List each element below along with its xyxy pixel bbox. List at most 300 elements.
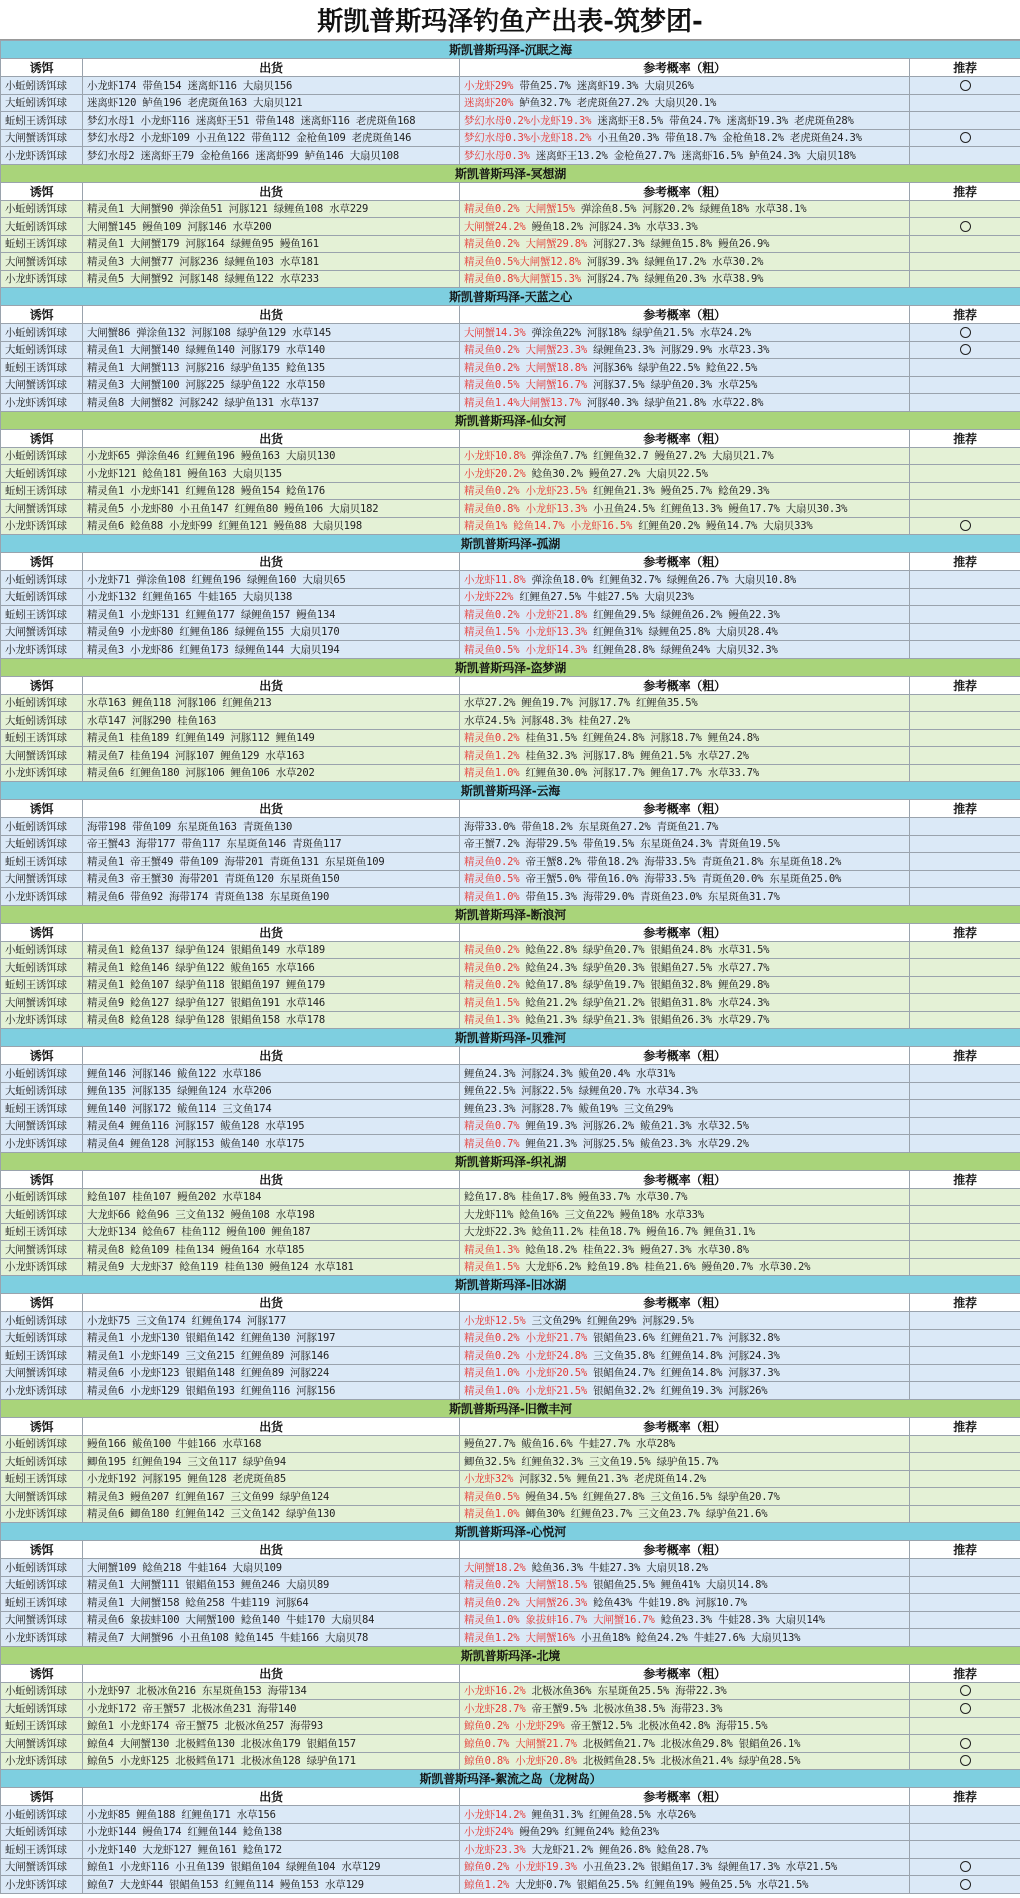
column-headers	[1, 1417, 1020, 1435]
rate-highlight: 精灵鱼0.2% 大闸蟹15%	[464, 203, 575, 216]
rate-cell	[460, 94, 910, 112]
bait-cell: 小蚯蚓诱饵球	[1, 77, 83, 95]
header-output: 出货	[83, 1170, 460, 1188]
rate-cell	[460, 1364, 910, 1382]
rate-text: 北极鳕鱼28.5% 北极冰鱼21.4% 绿驴鱼28.5%	[576, 1755, 801, 1768]
rate-highlight: 精灵鱼1% 鲶鱼14.7% 小龙虾16.5%	[464, 520, 633, 533]
table-row	[1, 324, 1020, 342]
bait-cell: 蚯蚓王诱饵球	[1, 235, 83, 253]
header-output: 出货	[83, 306, 460, 324]
table-row	[1, 1735, 1020, 1753]
output-cell: 精灵鱼7 大闸蟹96 小丑鱼108 鲶鱼145 牛蛙166 大扇贝78	[83, 1629, 460, 1647]
rate-cell	[460, 253, 910, 271]
rate-text: 弹涂鱼22% 河豚18% 绿驴鱼21.5% 水草24.2%	[525, 326, 751, 339]
header-recommend: 推荐	[910, 923, 1020, 941]
header-bait: 诱饵	[1, 59, 83, 77]
section-title: 斯凯普斯玛泽-旧冰湖	[1, 1276, 1020, 1294]
table-row	[1, 359, 1020, 377]
rate-highlight: 精灵鱼1.2%	[464, 749, 520, 762]
table-row	[1, 1065, 1020, 1083]
rate-text: 河豚32.5% 鲤鱼21.3% 老虎斑鱼14.2%	[513, 1473, 706, 1486]
recommend-cell	[910, 764, 1020, 782]
rate-highlight: 精灵鱼1.3%	[464, 1014, 520, 1027]
output-cell: 精灵鱼5 小龙虾80 小丑鱼147 红鲤鱼80 鳗鱼106 大扇贝182	[83, 500, 460, 518]
bait-cell: 小蚯蚓诱饵球	[1, 1065, 83, 1083]
output-cell: 精灵鱼8 大闸蟹82 河豚242 绿驴鱼131 水草137	[83, 394, 460, 412]
rate-cell	[460, 1576, 910, 1594]
output-cell: 精灵鱼1 小龙虾149 三文鱼215 红鲤鱼89 河豚146	[83, 1347, 460, 1365]
recommend-cell	[910, 571, 1020, 589]
bait-cell: 大闸蟹诱饵球	[1, 1241, 83, 1259]
table-row	[1, 853, 1020, 871]
header-recommend: 推荐	[910, 800, 1020, 818]
bait-cell: 大闸蟹诱饵球	[1, 1735, 83, 1753]
recommend-cell	[910, 500, 1020, 518]
bait-cell: 大闸蟹诱饵球	[1, 1611, 83, 1629]
table-row	[1, 712, 1020, 730]
bait-cell: 小蚯蚓诱饵球	[1, 1312, 83, 1330]
bait-cell: 小龙虾诱饵球	[1, 1629, 83, 1647]
recommend-cell	[910, 1188, 1020, 1206]
bait-cell: 大蚯蚓诱饵球	[1, 835, 83, 853]
rate-text: 红鲤鱼31% 绿鲤鱼25.8% 大扇贝28.4%	[587, 626, 778, 639]
output-cell: 鲤鱼140 河豚172 鲅鱼114 三文鱼174	[83, 1100, 460, 1118]
output-cell: 精灵鱼1 小龙虾131 红鲤鱼177 绿鲤鱼157 鳗鱼134	[83, 606, 460, 624]
bait-cell: 小龙虾诱饵球	[1, 1505, 83, 1523]
rate-text: 银鲳鱼32.2% 红鲤鱼19.3% 河豚26%	[587, 1384, 768, 1397]
output-cell: 精灵鱼6 带鱼92 海带174 青斑鱼138 东星斑鱼190	[83, 888, 460, 906]
recommend-cell	[910, 447, 1020, 465]
table-row	[1, 941, 1020, 959]
fishing-output-table	[0, 40, 1020, 1894]
recommend-cell	[910, 235, 1020, 253]
table-row	[1, 1823, 1020, 1841]
recommend-circle-icon	[960, 327, 971, 338]
rate-text: 鲶鱼21.2% 绿驴鱼21.2% 银鲳鱼31.8% 水草24.3%	[519, 996, 770, 1009]
recommend-cell	[910, 112, 1020, 130]
recommend-cell	[910, 623, 1020, 641]
header-recommend: 推荐	[910, 1788, 1020, 1806]
header-rate: 参考概率（粗）	[460, 1294, 910, 1312]
rate-text: 小丑鱼23.2% 银鲳鱼17.3% 绿鲤鱼17.3% 水草21.5%	[576, 1861, 837, 1874]
rate-highlight: 鲸鱼0.8% 小龙虾20.8%	[464, 1755, 577, 1768]
output-cell: 小龙虾172 帝王蟹57 北极冰鱼231 海带140	[83, 1700, 460, 1718]
header-output: 出货	[83, 182, 460, 200]
rate-text: 水草27.2% 鲤鱼19.7% 河豚17.7% 红鲤鱼35.5%	[464, 697, 698, 710]
output-cell: 鲤鱼146 河豚146 鲅鱼122 水草186	[83, 1065, 460, 1083]
rate-cell	[460, 641, 910, 659]
bait-cell: 大蚯蚓诱饵球	[1, 712, 83, 730]
table-row	[1, 1700, 1020, 1718]
column-headers	[1, 676, 1020, 694]
table-row	[1, 1364, 1020, 1382]
section-title: 斯凯普斯玛泽-仙女河	[1, 411, 1020, 429]
table-row	[1, 747, 1020, 765]
rate-highlight: 小龙虾20.2%	[464, 467, 526, 480]
header-recommend: 推荐	[910, 429, 1020, 447]
section-title: 斯凯普斯玛泽-贝雅河	[1, 1029, 1020, 1047]
rate-text: 河豚37.5% 绿驴鱼20.3% 水草25%	[587, 379, 758, 392]
recommend-cell	[910, 1559, 1020, 1577]
rate-text: 北极冰鱼36% 东星斑鱼25.5% 海带22.3%	[525, 1685, 727, 1698]
recommend-cell	[910, 1347, 1020, 1365]
recommend-cell	[910, 1470, 1020, 1488]
header-output: 出货	[83, 923, 460, 941]
rate-cell	[460, 1223, 910, 1241]
table-row	[1, 976, 1020, 994]
bait-cell: 大闸蟹诱饵球	[1, 129, 83, 147]
rate-text: 鲤鱼23.3% 河豚28.7% 鲅鱼19% 三文鱼29%	[464, 1102, 674, 1115]
bait-cell: 大闸蟹诱饵球	[1, 253, 83, 271]
rate-text: 鲶鱼17.8% 桂鱼17.8% 鳗鱼33.7% 水草30.7%	[464, 1191, 688, 1204]
rate-text: 北极鳕鱼21.7% 北极冰鱼29.8% 银鲳鱼26.1%	[576, 1737, 801, 1750]
rate-text: 弹涂鱼7.7% 红鲤鱼32.7 鳗鱼27.2% 大扇贝21.7%	[525, 450, 774, 463]
rate-cell	[460, 1347, 910, 1365]
rate-text: 桂鱼32.3% 河豚17.8% 鲤鱼21.5% 水草27.2%	[519, 749, 749, 762]
table-row	[1, 1858, 1020, 1876]
table-row	[1, 235, 1020, 253]
recommend-circle-icon	[960, 1685, 971, 1696]
rate-text: 大龙虾0.7% 银鲳鱼25.5% 红鲤鱼19% 鳗鱼25.5% 水草21.5%	[509, 1878, 809, 1891]
recommend-cell	[910, 1382, 1020, 1400]
recommend-cell	[910, 1258, 1020, 1276]
bait-cell: 大蚯蚓诱饵球	[1, 1082, 83, 1100]
bait-cell: 大蚯蚓诱饵球	[1, 959, 83, 977]
rate-text: 带鱼15.3% 海带29.0% 青斑鱼23.0% 东星斑鱼31.7%	[519, 890, 780, 903]
rate-highlight: 大闸蟹14.3%	[464, 326, 526, 339]
rate-cell	[460, 747, 910, 765]
rate-text: 鲤鱼22.5% 河豚22.5% 绿鲤鱼20.7% 水草34.3%	[464, 1085, 698, 1098]
rate-cell	[460, 1876, 910, 1894]
recommend-circle-icon	[960, 1879, 971, 1890]
rate-cell	[460, 1470, 910, 1488]
rate-cell	[460, 1453, 910, 1471]
output-cell: 精灵鱼6 鲶鱼88 小龙虾99 红鲤鱼121 鳗鱼88 大扇贝198	[83, 517, 460, 535]
table-row	[1, 253, 1020, 271]
table-row	[1, 1559, 1020, 1577]
rate-text: 大龙虾21.2% 鲤鱼26.8% 鲶鱼28.7%	[525, 1843, 708, 1856]
rate-highlight: 精灵鱼1.0%	[464, 1508, 520, 1521]
rate-highlight: 精灵鱼0.2%	[464, 979, 520, 992]
table-row	[1, 1117, 1020, 1135]
rate-highlight: 精灵鱼1.0%	[464, 767, 520, 780]
rate-text: 三文鱼35.8% 红鲤鱼14.8% 河豚24.3%	[587, 1349, 780, 1362]
bait-cell: 小蚯蚓诱饵球	[1, 1435, 83, 1453]
bait-cell: 蚯蚓王诱饵球	[1, 112, 83, 130]
bait-cell: 小蚯蚓诱饵球	[1, 1188, 83, 1206]
table-row	[1, 870, 1020, 888]
recommend-cell	[910, 1594, 1020, 1612]
output-cell: 海带198 带鱼109 东星斑鱼163 青斑鱼130	[83, 818, 460, 836]
output-cell: 精灵鱼1 大闸蟹113 河豚216 绿驴鱼135 鲶鱼135	[83, 359, 460, 377]
bait-cell: 大闸蟹诱饵球	[1, 1488, 83, 1506]
recommend-cell	[910, 835, 1020, 853]
rate-text: 弹涂鱼18.0% 红鲤鱼32.7% 绿鲤鱼26.7% 大扇贝10.8%	[525, 573, 797, 586]
recommend-cell	[910, 1823, 1020, 1841]
column-headers	[1, 1170, 1020, 1188]
recommend-cell	[910, 1329, 1020, 1347]
bait-cell: 大蚯蚓诱饵球	[1, 1576, 83, 1594]
bait-cell: 蚯蚓王诱饵球	[1, 1470, 83, 1488]
rate-highlight: 梦幻水母0.3%	[464, 149, 530, 162]
recommend-cell	[910, 694, 1020, 712]
rate-text: 帝王蟹9.5% 北极冰鱼38.5% 海带23.3%	[525, 1702, 723, 1715]
header-recommend: 推荐	[910, 1047, 1020, 1065]
rate-highlight: 迷离虾20%	[464, 97, 514, 110]
table-row	[1, 1876, 1020, 1894]
recommend-cell	[910, 1453, 1020, 1471]
header-recommend: 推荐	[910, 59, 1020, 77]
rate-cell	[460, 870, 910, 888]
rate-highlight: 精灵鱼0.2% 大闸蟹23.3%	[464, 344, 588, 357]
table-row	[1, 994, 1020, 1012]
section-header	[1, 1646, 1020, 1664]
bait-cell: 蚯蚓王诱饵球	[1, 1841, 83, 1859]
bait-cell: 小蚯蚓诱饵球	[1, 324, 83, 342]
bait-cell: 大闸蟹诱饵球	[1, 500, 83, 518]
bait-cell: 小蚯蚓诱饵球	[1, 1682, 83, 1700]
rate-text: 小丑鱼24.5% 红鲤鱼13.3% 鳗鱼17.7% 大扇贝30.3%	[587, 502, 848, 515]
table-row	[1, 1258, 1020, 1276]
header-recommend: 推荐	[910, 1541, 1020, 1559]
header-bait: 诱饵	[1, 676, 83, 694]
output-cell: 梦幻水母2 迷离虾王79 金枪鱼166 迷离虾99 鲈鱼146 大扇贝108	[83, 147, 460, 165]
bait-cell: 蚯蚓王诱饵球	[1, 1347, 83, 1365]
recommend-cell	[910, 870, 1020, 888]
table-row	[1, 147, 1020, 165]
bait-cell: 小龙虾诱饵球	[1, 147, 83, 165]
header-rate: 参考概率（粗）	[460, 1047, 910, 1065]
bait-cell: 蚯蚓王诱饵球	[1, 482, 83, 500]
rate-highlight: 精灵鱼0.5%	[464, 873, 520, 886]
bait-cell: 大蚯蚓诱饵球	[1, 94, 83, 112]
recommend-cell	[910, 1806, 1020, 1824]
rate-text: 河豚27.3% 绿鲤鱼15.8% 鳗鱼26.9%	[587, 238, 770, 251]
rate-cell	[460, 1594, 910, 1612]
rate-highlight: 小龙虾29%	[464, 79, 514, 92]
header-rate: 参考概率（粗）	[460, 800, 910, 818]
bait-cell: 小蚯蚓诱饵球	[1, 941, 83, 959]
bait-cell: 蚯蚓王诱饵球	[1, 1223, 83, 1241]
output-cell: 精灵鱼6 红鲤鱼180 河豚106 鲤鱼106 水草202	[83, 764, 460, 782]
output-cell: 小龙虾121 鲶鱼181 鳗鱼163 大扇贝135	[83, 465, 460, 483]
output-cell: 精灵鱼9 大龙虾37 鲶鱼119 桂鱼130 鳗鱼124 水草181	[83, 1258, 460, 1276]
rate-highlight: 小龙虾28.7%	[464, 1702, 526, 1715]
recommend-cell	[910, 818, 1020, 836]
table-row	[1, 694, 1020, 712]
recommend-cell	[910, 517, 1020, 535]
header-bait: 诱饵	[1, 1417, 83, 1435]
bait-cell: 大闸蟹诱饵球	[1, 376, 83, 394]
table-row	[1, 764, 1020, 782]
header-output: 出货	[83, 1417, 460, 1435]
rate-cell	[460, 1135, 910, 1153]
output-cell: 精灵鱼1 桂鱼189 红鲤鱼149 河豚112 鲤鱼149	[83, 729, 460, 747]
table-row	[1, 1611, 1020, 1629]
rate-text: 鲶鱼30.2% 鳗鱼27.2% 大扇贝22.5%	[525, 467, 708, 480]
rate-cell	[460, 77, 910, 95]
output-cell: 精灵鱼3 大闸蟹100 河豚225 绿驴鱼122 水草150	[83, 376, 460, 394]
table-row	[1, 112, 1020, 130]
table-row	[1, 94, 1020, 112]
rate-text: 银鲳鱼23.6% 红鲤鱼21.7% 河豚32.8%	[587, 1332, 780, 1345]
rate-cell	[460, 712, 910, 730]
rate-text: 鳗鱼18.2% 河豚24.3% 水草33.3%	[525, 220, 698, 233]
rate-highlight: 精灵鱼0.2%	[464, 732, 520, 745]
bait-cell: 大蚯蚓诱饵球	[1, 1206, 83, 1224]
section-title: 斯凯普斯玛泽-絮流之岛（龙树岛）	[1, 1770, 1020, 1788]
table-row	[1, 959, 1020, 977]
rate-highlight: 精灵鱼1.5% 小龙虾13.3%	[464, 626, 588, 639]
rate-text: 鲤鱼24.3% 河豚24.3% 鲅鱼20.4% 水草31%	[464, 1067, 675, 1080]
rate-cell	[460, 465, 910, 483]
rate-cell	[460, 1717, 910, 1735]
rate-highlight: 精灵鱼1.0% 小龙虾21.5%	[464, 1384, 588, 1397]
rate-highlight: 精灵鱼0.2%	[464, 855, 520, 868]
output-cell: 精灵鱼6 鲫鱼180 红鲤鱼142 三文鱼142 绿驴鱼130	[83, 1505, 460, 1523]
output-cell: 精灵鱼6 象拔蚌100 大闸蟹100 鲶鱼140 牛蛙170 大扇贝84	[83, 1611, 460, 1629]
recommend-circle-icon	[960, 132, 971, 143]
output-cell: 鲫鱼195 红鲤鱼194 三文鱼117 绿驴鱼94	[83, 1453, 460, 1471]
bait-cell: 大闸蟹诱饵球	[1, 870, 83, 888]
section-title: 斯凯普斯玛泽-天蓝之心	[1, 288, 1020, 306]
header-recommend: 推荐	[910, 1170, 1020, 1188]
recommend-cell	[910, 1576, 1020, 1594]
recommend-cell	[910, 853, 1020, 871]
rate-text: 小丑鱼18% 鲶鱼24.2% 牛蛙27.6% 大扇贝13%	[574, 1631, 801, 1644]
rate-highlight: 梦幻水母0.3%小龙虾18.2%	[464, 132, 592, 145]
column-headers	[1, 800, 1020, 818]
table-row	[1, 129, 1020, 147]
output-cell: 精灵鱼3 小龙虾86 红鲤鱼173 绿鲤鱼144 大扇贝194	[83, 641, 460, 659]
table-row	[1, 465, 1020, 483]
rate-cell	[460, 1488, 910, 1506]
table-row	[1, 1188, 1020, 1206]
rate-highlight: 精灵鱼1.2% 大闸蟹16%	[464, 1631, 575, 1644]
section-header	[1, 535, 1020, 553]
rate-cell	[460, 1188, 910, 1206]
rate-highlight: 小龙虾24%	[464, 1826, 514, 1839]
rate-text: 迷离虾王13.2% 金枪鱼27.7% 迷离虾16.5% 鲈鱼24.3% 大扇贝18%	[529, 149, 856, 162]
header-rate: 参考概率（粗）	[460, 1417, 910, 1435]
rate-text: 鳗鱼29% 红鲤鱼24% 鲶鱼23%	[513, 1826, 659, 1839]
bait-cell: 大蚯蚓诱饵球	[1, 465, 83, 483]
rate-cell	[460, 1505, 910, 1523]
bait-cell: 大闸蟹诱饵球	[1, 994, 83, 1012]
output-cell: 精灵鱼1 鲶鱼107 绿驴鱼118 银鲳鱼197 鲤鱼179	[83, 976, 460, 994]
section-header	[1, 411, 1020, 429]
header-output: 出货	[83, 800, 460, 818]
recommend-cell	[910, 1682, 1020, 1700]
table-row	[1, 482, 1020, 500]
recommend-cell	[910, 1700, 1020, 1718]
rate-cell	[460, 764, 910, 782]
rate-text: 鲤鱼19.3% 河豚26.2% 鲅鱼21.3% 水草32.5%	[519, 1120, 749, 1133]
recommend-cell	[910, 1435, 1020, 1453]
rate-text: 鲤鱼31.3% 红鲤鱼28.5% 水草26%	[525, 1808, 696, 1821]
section-header	[1, 1276, 1020, 1294]
rate-cell	[460, 1206, 910, 1224]
recommend-cell	[910, 218, 1020, 236]
rate-highlight: 精灵鱼1.0% 小龙虾20.5%	[464, 1367, 588, 1380]
table-row	[1, 1594, 1020, 1612]
output-cell: 鲶鱼107 桂鱼107 鳗鱼202 水草184	[83, 1188, 460, 1206]
bait-cell: 小龙虾诱饵球	[1, 1011, 83, 1029]
output-cell: 鲸鱼4 大闸蟹130 北极鳕鱼130 北极冰鱼179 银鲳鱼157	[83, 1735, 460, 1753]
rate-cell	[460, 571, 910, 589]
column-headers	[1, 553, 1020, 571]
output-cell: 鲸鱼7 大龙虾44 银鲳鱼153 红鲤鱼114 鳗鱼153 水草129	[83, 1876, 460, 1894]
recommend-cell	[910, 394, 1020, 412]
table-row	[1, 1453, 1020, 1471]
section-title: 斯凯普斯玛泽-旧微丰河	[1, 1399, 1020, 1417]
recommend-cell	[910, 1135, 1020, 1153]
table-row	[1, 729, 1020, 747]
output-cell: 精灵鱼1 小龙虾130 银鲳鱼142 红鲤鱼130 河豚197	[83, 1329, 460, 1347]
output-cell: 精灵鱼1 鲶鱼137 绿驴鱼124 银鲳鱼149 水草189	[83, 941, 460, 959]
output-cell: 精灵鱼1 大闸蟹111 银鲳鱼153 鲤鱼246 大扇贝89	[83, 1576, 460, 1594]
recommend-cell	[910, 1011, 1020, 1029]
table-row	[1, 200, 1020, 218]
output-cell: 精灵鱼5 大闸蟹92 河豚148 绿鲤鱼122 水草233	[83, 270, 460, 288]
section-title: 斯凯普斯玛泽-北境	[1, 1646, 1020, 1664]
output-cell: 精灵鱼3 帝王蟹30 海带201 青斑鱼120 东星斑鱼150	[83, 870, 460, 888]
bait-cell: 大闸蟹诱饵球	[1, 1117, 83, 1135]
rate-cell	[460, 359, 910, 377]
output-cell: 水草147 河豚290 桂鱼163	[83, 712, 460, 730]
recommend-cell	[910, 200, 1020, 218]
section-header	[1, 41, 1020, 59]
recommend-circle-icon	[960, 221, 971, 232]
rate-cell	[460, 1682, 910, 1700]
page-title: 斯凯普斯玛泽钓鱼产出表-筑梦团-	[0, 0, 1020, 40]
bait-cell: 小龙虾诱饵球	[1, 1258, 83, 1276]
rate-text: 红鲤鱼28.8% 绿鲤鱼24% 大扇贝32.3%	[587, 643, 778, 656]
rate-highlight: 小龙虾22%	[464, 591, 514, 604]
recommend-cell	[910, 1364, 1020, 1382]
table-row	[1, 1382, 1020, 1400]
recommend-cell	[910, 888, 1020, 906]
rate-highlight: 精灵鱼0.7%	[464, 1120, 520, 1133]
bait-cell: 小蚯蚓诱饵球	[1, 1559, 83, 1577]
rate-text: 河豚39.3% 绿鲤鱼17.2% 水草30.2%	[580, 255, 764, 268]
bait-cell: 蚯蚓王诱饵球	[1, 853, 83, 871]
output-cell: 小龙虾71 弹涂鱼108 红鲤鱼196 绿鲤鱼160 大扇贝65	[83, 571, 460, 589]
rate-highlight: 小龙虾16.2%	[464, 1685, 526, 1698]
table-row	[1, 1841, 1020, 1859]
bait-cell: 小龙虾诱饵球	[1, 1876, 83, 1894]
section-header	[1, 164, 1020, 182]
header-bait: 诱饵	[1, 1788, 83, 1806]
header-output: 出货	[83, 1788, 460, 1806]
rate-cell	[460, 941, 910, 959]
output-cell: 精灵鱼1 大闸蟹90 弹涂鱼51 河豚121 绿鲤鱼108 水草229	[83, 200, 460, 218]
rate-cell	[460, 606, 910, 624]
table-row	[1, 1806, 1020, 1824]
bait-cell: 蚯蚓王诱饵球	[1, 1100, 83, 1118]
output-cell: 精灵鱼4 鲤鱼128 河豚153 鲅鱼140 水草175	[83, 1135, 460, 1153]
rate-text: 鲶鱼21.3% 绿驴鱼21.3% 银鲳鱼26.3% 水草29.7%	[519, 1014, 770, 1027]
rate-cell	[460, 1700, 910, 1718]
rate-cell	[460, 1858, 910, 1876]
section-header	[1, 1152, 1020, 1170]
output-cell: 迷离虾120 鲈鱼196 老虎斑鱼163 大扇贝121	[83, 94, 460, 112]
header-bait: 诱饵	[1, 1047, 83, 1065]
rate-cell	[460, 1752, 910, 1770]
rate-cell	[460, 976, 910, 994]
rate-text: 帝王蟹7.2% 海带29.5% 带鱼19.5% 东星斑鱼24.3% 青斑鱼19.5%	[464, 838, 780, 851]
rate-text: 红鲤鱼29.5% 绿鲤鱼26.2% 鳗鱼22.3%	[587, 608, 780, 621]
